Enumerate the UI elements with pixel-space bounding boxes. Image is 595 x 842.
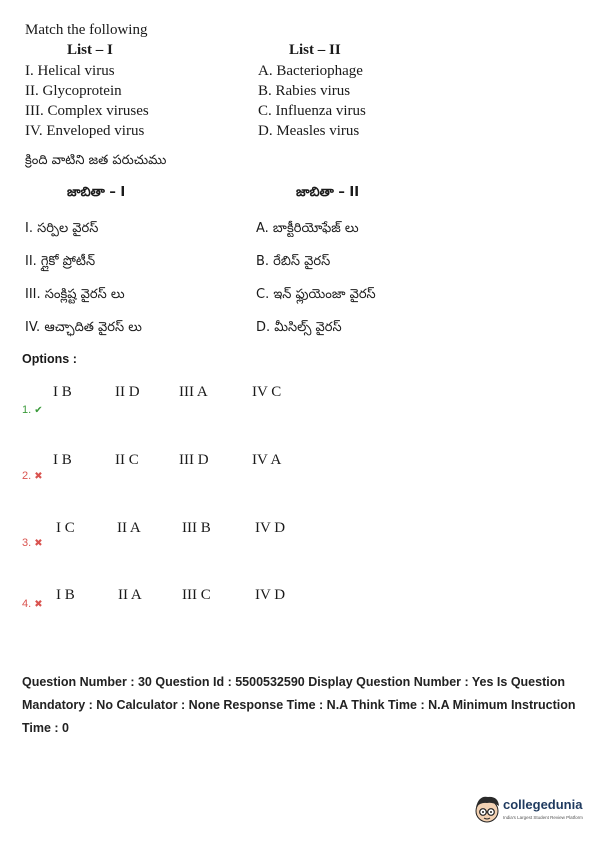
option-number: 1. xyxy=(22,404,32,416)
question-heading: Match the following xyxy=(25,22,148,38)
option-value: III C xyxy=(182,587,211,603)
option-value: I B xyxy=(53,452,72,468)
option-value: II C xyxy=(115,452,139,468)
option-1-marker[interactable] xyxy=(22,400,43,418)
telugu-heading: క్రింది వాటిని జత పరుచుము xyxy=(25,153,167,168)
list2-item: A. Bacteriophage xyxy=(258,63,363,79)
list2-item: D. Measles virus xyxy=(258,123,360,139)
option-2-marker[interactable] xyxy=(22,466,43,484)
option-number: 3. xyxy=(22,537,32,549)
option-value: III D xyxy=(179,452,209,468)
question-meta-line1: Question Number : 30 Question Id : 5500532590 Display Question Number : Yes Is Question xyxy=(22,675,565,689)
mascot-icon xyxy=(473,793,503,827)
option-4-marker[interactable] xyxy=(22,594,43,612)
cross-icon: ✖ xyxy=(34,599,43,610)
option-value: II A xyxy=(118,587,142,603)
telugu-list1-item: I. సర్పిల వైరస్ xyxy=(25,221,99,236)
option-value: I B xyxy=(53,384,72,400)
telugu-list2-title: జాబితా – II xyxy=(296,185,360,200)
option-value: IV D xyxy=(255,587,286,603)
option-number: 2. xyxy=(22,470,32,482)
list2-item: C. Influenza virus xyxy=(258,103,366,119)
telugu-list2-item: A. బాక్టీరియోఫేజ్ లు xyxy=(256,221,359,236)
collegedunia-logo xyxy=(473,793,588,827)
option-value: II D xyxy=(115,384,140,400)
telugu-list1-title: జాబితా – I xyxy=(67,185,126,200)
question-meta-line3: Time : 0 xyxy=(22,721,70,735)
list1-item: III. Complex viruses xyxy=(25,103,149,119)
options-label: Options : xyxy=(22,352,77,366)
option-value: III A xyxy=(179,384,208,400)
list1-title: List – I xyxy=(67,42,113,58)
telugu-list2-item: B. రేబిస్ వైరస్ xyxy=(256,254,331,269)
option-number: 4. xyxy=(22,598,32,610)
list1-item: I. Helical virus xyxy=(25,63,115,79)
list2-title: List – II xyxy=(289,42,341,58)
question-meta-line2: Mandatory : No Calculator : None Response Time : N.A Think Time : N.A Minimum Instruction xyxy=(22,698,576,712)
logo-wordmark: collegedunia xyxy=(503,797,583,812)
cross-icon: ✖ xyxy=(34,471,43,482)
option-value: IV A xyxy=(252,452,282,468)
option-value: III B xyxy=(182,520,211,536)
telugu-list2-item: D. మీసిల్స్ వైరస్ xyxy=(256,320,342,335)
telugu-list2-item: C. ఇన్ ఫ్లుయెంజా వైరస్ xyxy=(256,287,376,302)
telugu-list1-item: II. గ్లైకో ప్రోటీన్ xyxy=(25,254,96,269)
list1-item: II. Glycoprotein xyxy=(25,83,122,99)
list2-item: B. Rabies virus xyxy=(258,83,351,99)
option-3-marker[interactable] xyxy=(22,533,43,551)
option-value: II A xyxy=(117,520,141,536)
option-value: I B xyxy=(56,587,75,603)
list1-item: IV. Enveloped virus xyxy=(25,123,145,139)
cross-icon: ✖ xyxy=(34,538,43,549)
option-value: I C xyxy=(56,520,75,536)
logo-tagline: India's Largest Student Review Platform xyxy=(503,815,583,820)
check-icon: ✔ xyxy=(34,405,43,416)
telugu-list1-item: IV. ఆచ్ఛాదిత వైరస్ లు xyxy=(25,320,142,335)
option-value: IV C xyxy=(252,384,282,400)
option-value: IV D xyxy=(255,520,286,536)
telugu-list1-item: III. సంక్లిష్ట వైరస్ లు xyxy=(25,287,125,302)
